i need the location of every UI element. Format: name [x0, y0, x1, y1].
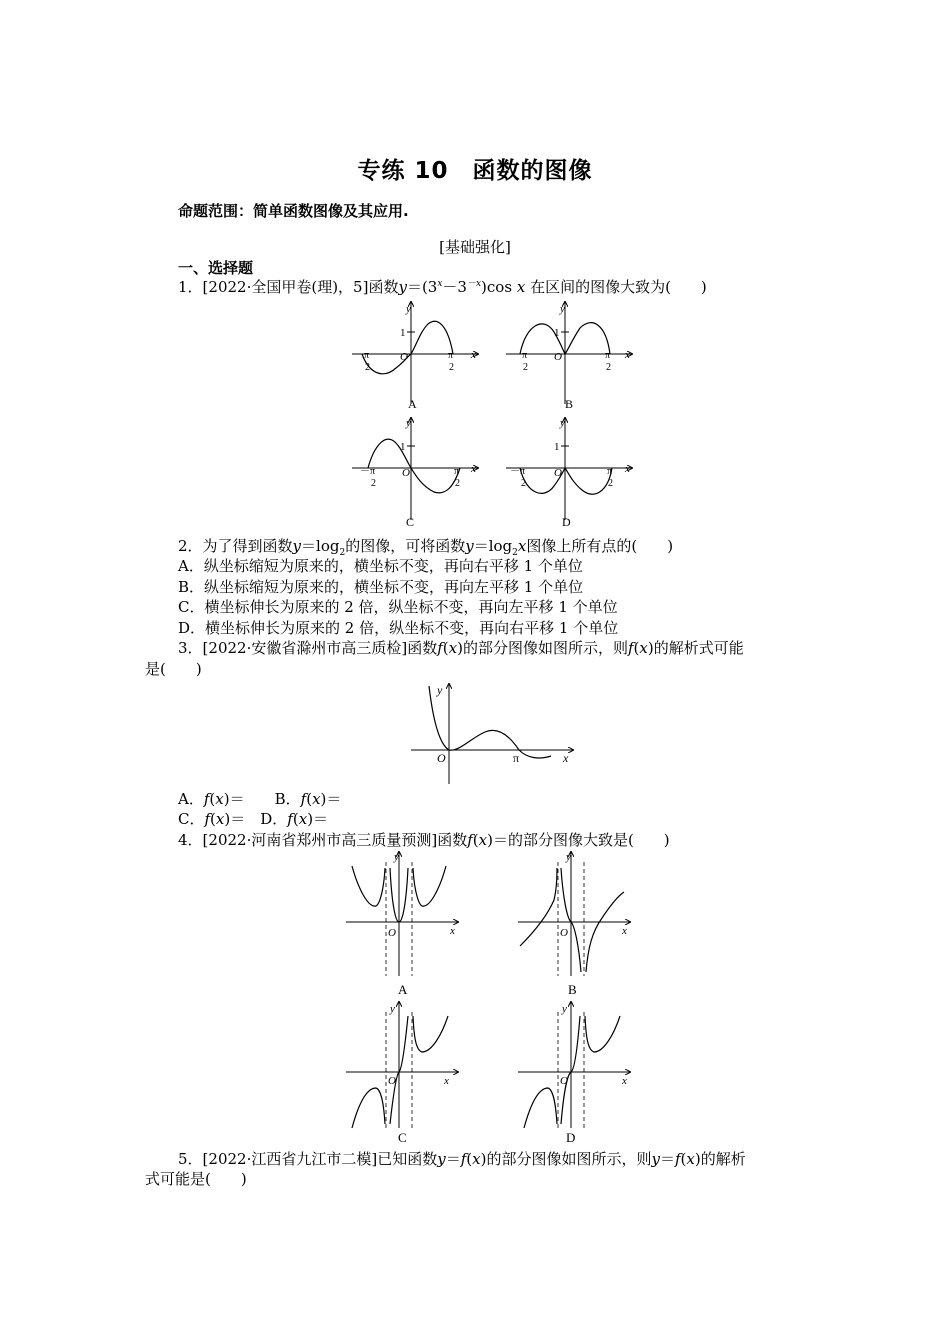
section-heading: 一、选择题 [178, 259, 254, 277]
svg-text:x: x [471, 349, 476, 361]
q4-graph-d [518, 1002, 630, 1144]
svg-text:O: O [400, 351, 408, 363]
svg-text:O: O [554, 467, 562, 479]
svg-text:1: 1 [554, 441, 560, 453]
q4-graph-a [346, 851, 458, 997]
question-3-graph [405, 680, 580, 790]
svg-text:D: D [562, 515, 571, 529]
question-3-options-cd: C．f(x)＝ D．f(x)＝ [178, 810, 329, 828]
q4-graph-c [346, 1002, 458, 1144]
svg-text:－π: －π [510, 466, 526, 477]
question-3-stem-line2: 是( ) [145, 660, 202, 678]
svg-text:2: 2 [449, 362, 454, 373]
svg-text:2: 2 [521, 478, 526, 489]
svg-text:2: 2 [523, 362, 528, 373]
svg-text:A: A [408, 397, 417, 411]
question-4-graphs [340, 848, 640, 1144]
svg-text:y: y [437, 683, 443, 697]
svg-text:x: x [622, 1075, 627, 1087]
svg-text:O: O [560, 927, 568, 939]
svg-text:2: 2 [606, 362, 611, 373]
svg-text:2: 2 [365, 362, 370, 373]
svg-text:O: O [554, 351, 562, 363]
svg-text:O: O [388, 1075, 396, 1087]
svg-text:π: π [448, 350, 454, 361]
svg-text:x: x [625, 463, 630, 475]
svg-text:x: x [622, 925, 627, 937]
q1-graph-a [352, 302, 478, 411]
q1-graph-d [506, 417, 632, 529]
svg-text:O: O [437, 751, 446, 765]
svg-text:π: π [454, 466, 460, 477]
svg-text:－π: －π [512, 350, 528, 361]
svg-text:π: π [607, 466, 613, 477]
scope-label: 命题范围：简单函数图像及其应用. [178, 202, 409, 220]
svg-text:2: 2 [371, 478, 376, 489]
svg-text:O: O [402, 467, 410, 479]
question-4-stem: 4．[2022·河南省郑州市高三质量预测]函数f(x)＝的部分图像大致是( ) [178, 831, 670, 849]
svg-text:B: B [565, 397, 574, 411]
svg-text:2: 2 [455, 478, 460, 489]
q1-graph-b [506, 302, 632, 411]
svg-text:O: O [388, 927, 396, 939]
svg-text:B: B [568, 982, 577, 997]
section-tag: [基础强化] [439, 238, 511, 256]
page-title: 专练 10 函数的图像 [357, 158, 593, 184]
question-1-graphs [340, 296, 640, 532]
question-5-stem: 5．[2022·江西省九江市二模]已知函数y＝f(x)的部分图像如图所示，则y＝f(x)的解析 [178, 1150, 746, 1168]
question-3-stem: 3．[2022·安徽省滁州市高三质检]函数f(x)的部分图像如图所示，则f(x)的解析式可能 [178, 639, 744, 657]
svg-text:D: D [566, 1130, 576, 1144]
svg-text:y: y [566, 851, 571, 863]
svg-text:－π: －π [360, 466, 376, 477]
svg-text:A: A [398, 982, 408, 997]
svg-text:y: y [390, 1003, 395, 1015]
svg-text:x: x [625, 349, 630, 361]
svg-text:y: y [560, 417, 565, 429]
q4-graph-b [518, 851, 630, 997]
svg-text:x: x [471, 463, 476, 475]
question-2-option-a: A．纵坐标缩短为原来的，横坐标不变，再向右平移 1 个单位 [178, 557, 583, 575]
question-2-option-b: B．纵坐标缩短为原来的，横坐标不变，再向左平移 1 个单位 [178, 578, 584, 596]
svg-text:x: x [450, 925, 455, 937]
svg-text:1: 1 [400, 327, 406, 339]
svg-text:1: 1 [554, 327, 560, 339]
question-2-option-d: D．横坐标伸长为原来的 2 倍，纵坐标不变，再向右平移 1 个单位 [178, 619, 619, 637]
svg-text:y: y [406, 417, 411, 429]
question-5-stem-line2: 式可能是( ) [145, 1170, 247, 1188]
question-2-option-c: C．横坐标伸长为原来的 2 倍，纵坐标不变，再向左平移 1 个单位 [178, 598, 618, 616]
svg-text:y: y [562, 1003, 567, 1015]
svg-text:x: x [444, 1075, 449, 1087]
svg-text:x: x [563, 751, 569, 765]
svg-text:O: O [560, 1075, 568, 1087]
svg-text:C: C [398, 1130, 407, 1144]
svg-text:y: y [560, 303, 565, 315]
svg-text:y: y [406, 303, 411, 315]
q1-graph-c [352, 417, 478, 529]
svg-text:1: 1 [400, 441, 406, 453]
question-1-stem: 1．[2022·全国甲卷(理)，5]函数$y=(3^x-3^{-x})\cos$ x 在区间的图像大致为( ) [178, 278, 707, 296]
svg-text:π: π [605, 350, 611, 361]
svg-text:－π: －π [354, 350, 370, 361]
svg-text:C: C [406, 515, 415, 529]
svg-text:π: π [513, 751, 520, 765]
question-3-options-ab: A．f(x)＝ B．f(x)＝ [178, 790, 342, 808]
question-2-stem: 2．为了得到函数$y=\log_2$的图像，可将函数$y=\log_2x$图像上所有点的( ) [178, 537, 674, 558]
svg-text:y: y [394, 851, 399, 863]
svg-text:2: 2 [608, 478, 613, 489]
